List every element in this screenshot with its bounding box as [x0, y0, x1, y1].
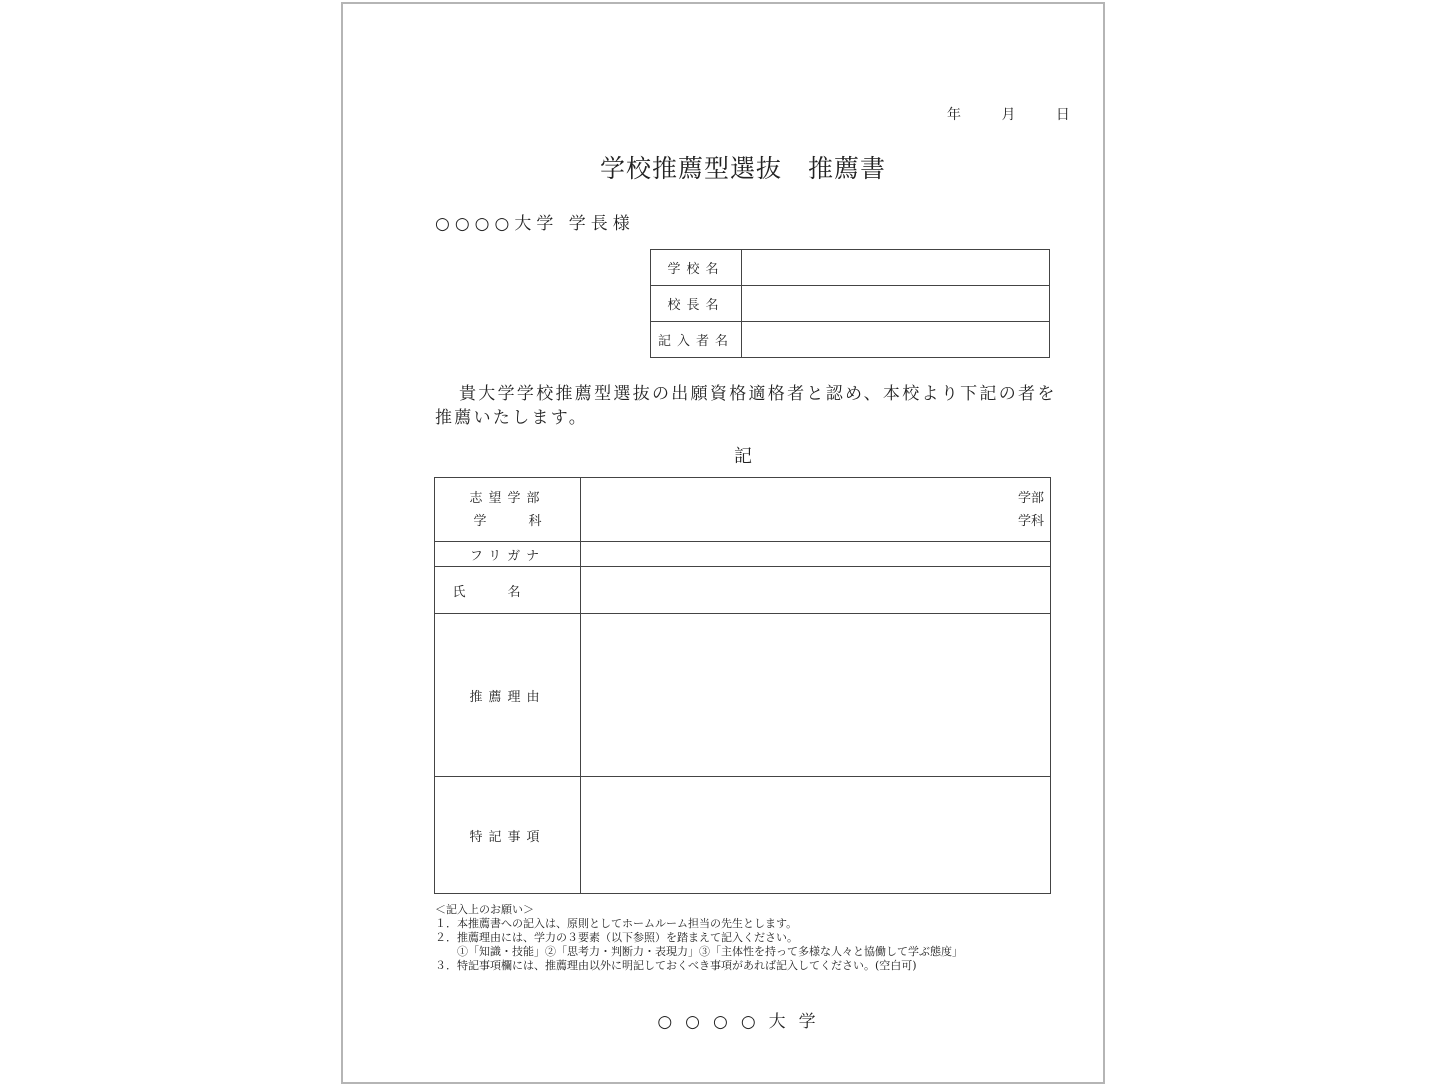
reason-field[interactable] — [581, 614, 1051, 777]
school-info-table — [650, 249, 1050, 358]
principal-name-label: 校長名 — [651, 286, 742, 322]
university-footer: ○○○○大学 — [657, 1012, 829, 1032]
addressee: ○○○○大学 学長様 — [435, 214, 635, 234]
principal-name-field[interactable] — [742, 286, 1050, 322]
faculty-suffix: 学部 — [1017, 490, 1044, 506]
special-notes-label: 特記事項 — [435, 777, 581, 894]
name-row — [435, 567, 1051, 614]
school-name-label: 学校名 — [651, 250, 742, 286]
course-suffix: 学科 — [1017, 513, 1044, 529]
department-row — [435, 478, 1051, 542]
writer-name-label: 記入者名 — [651, 322, 742, 358]
special-notes-row — [435, 777, 1051, 894]
date-year-label: 年 — [947, 107, 961, 123]
date-month-label: 月 — [1001, 107, 1016, 123]
reason-row — [435, 614, 1051, 777]
department-label-cell — [435, 478, 584, 542]
document-title: 学校推薦型選抜 推薦書 — [599, 154, 886, 183]
course-label: 学科 — [473, 513, 584, 529]
school-info-row — [651, 250, 1050, 286]
document-page — [341, 2, 1105, 1084]
furigana-row — [435, 542, 1051, 567]
school-info-row — [651, 286, 1050, 322]
date-line — [947, 104, 1070, 124]
instruction-item-2-detail: ①「知識・技能」②「思考力・判断力・表現力」③「主体性を持って多様な人々と協働して学ぶ態度」 — [457, 945, 963, 958]
instructions-heading: ＜記入上のお願い＞ — [435, 903, 534, 916]
furigana-field[interactable] — [581, 542, 1051, 567]
writer-name-field[interactable] — [742, 322, 1050, 358]
instruction-item-3: ３．特記事項欄には、推薦理由以外に明記しておくべき事項があれば記入してください。(空白可) — [435, 959, 917, 972]
name-field[interactable] — [581, 567, 1051, 614]
reason-label: 推薦理由 — [435, 614, 581, 777]
school-info-row — [651, 322, 1050, 358]
instructions — [435, 903, 1065, 973]
department-label: 志望学部 — [469, 490, 546, 506]
date-day-label: 日 — [1055, 107, 1070, 123]
furigana-label: フリガナ — [435, 542, 581, 567]
applicant-table — [434, 477, 1051, 894]
department-field[interactable] — [581, 478, 1051, 542]
ki-heading: 記 — [734, 446, 752, 467]
name-label: 氏名 — [435, 567, 581, 614]
special-notes-field[interactable] — [581, 777, 1051, 894]
school-name-field[interactable] — [742, 250, 1050, 286]
instruction-item-1: １．本推薦書への記入は、原則としてホームルーム担当の先生とします。 — [435, 917, 798, 930]
recommendation-statement: 貴大学学校推薦型選抜の出願資格適格者と認め、本校より下記の者を推薦いたします。 — [435, 384, 1057, 428]
instruction-item-2: ２．推薦理由には、学力の３要素（以下参照）を踏まえて記入ください。 — [435, 931, 798, 944]
